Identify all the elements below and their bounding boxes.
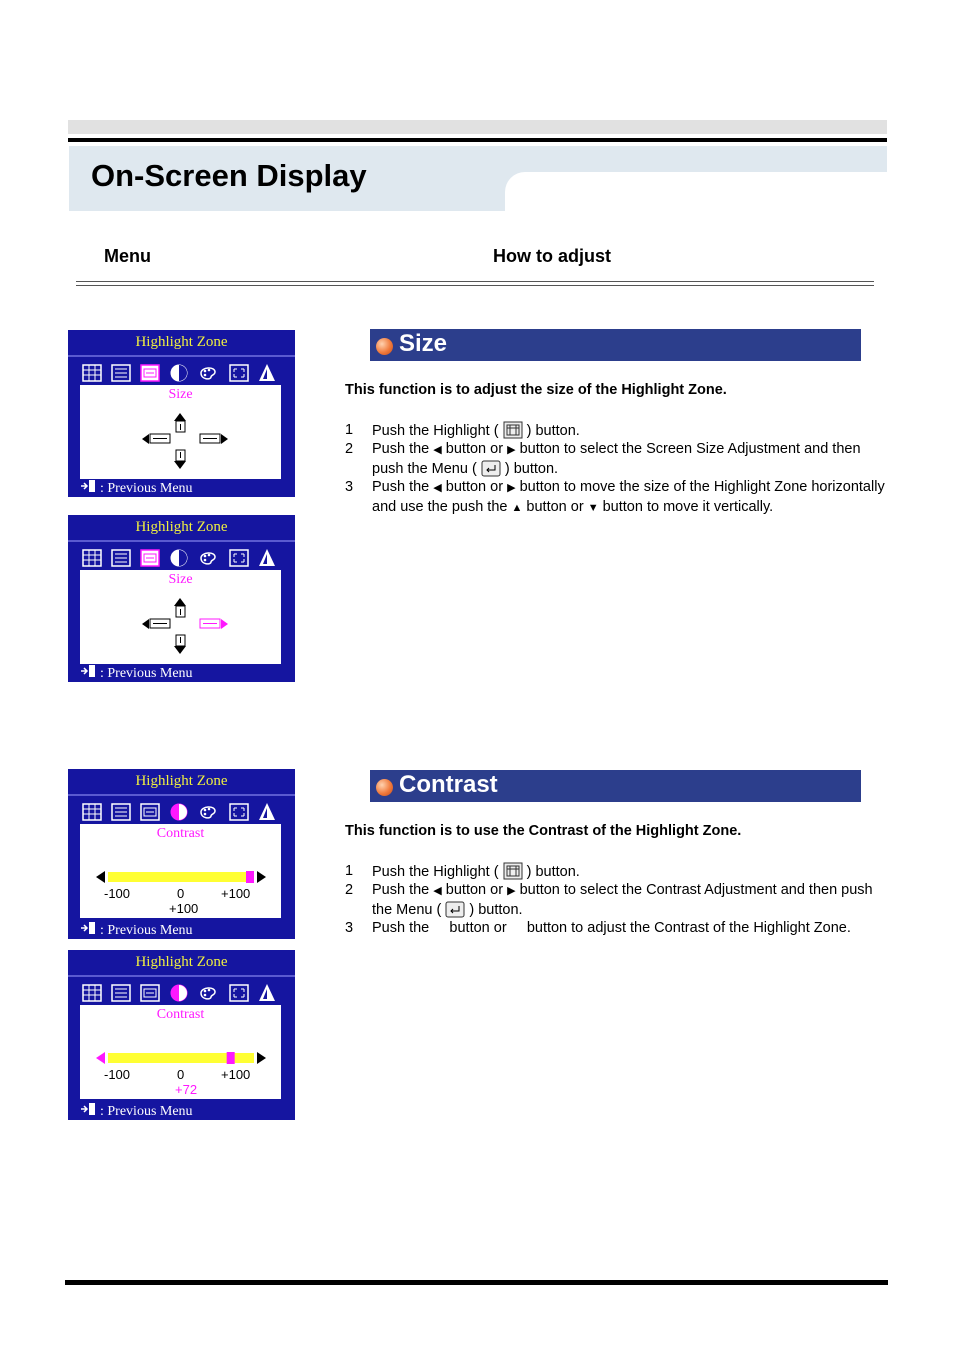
size-arrows (80, 385, 281, 479)
up-arrow (174, 598, 186, 617)
scale-min: -100 (104, 886, 131, 901)
right-triangle-icon: ▶ (507, 482, 516, 494)
size-icon (140, 983, 160, 1003)
osd-icon-row (80, 802, 285, 822)
slider-right-arrow (257, 1052, 266, 1064)
osd-separator (68, 540, 295, 542)
slider-track (108, 872, 254, 882)
up-triangle-icon: ▲ (511, 502, 523, 515)
contrast-slider (96, 1051, 266, 1065)
title-band-right (505, 146, 887, 172)
osd-body (80, 385, 281, 479)
slider-graphic (96, 1051, 266, 1065)
size-icon (140, 802, 160, 822)
size-intro: This function is to adjust the size of the Highlight Zone. (345, 382, 727, 398)
sharpness-icon (257, 983, 277, 1003)
column-rule-bottom (76, 285, 874, 286)
osd-size-panel-1 (68, 330, 295, 497)
sharpness-icon (257, 363, 277, 383)
left-triangle-icon: ◀ (433, 482, 442, 494)
osd-size-panel-2 (68, 515, 295, 682)
down-triangle-icon: ▼ (587, 502, 599, 515)
exit-icon (80, 921, 96, 940)
exit-icon (80, 664, 96, 683)
text-icon (111, 983, 131, 1003)
position-icon (229, 548, 249, 568)
osd-sub-label: Contrast (156, 826, 205, 841)
scale-mid: 0 (177, 886, 185, 901)
text-icon (111, 802, 131, 822)
column-rule-top (76, 281, 874, 282)
page-title: On-Screen Display (91, 158, 367, 193)
contrast-heading: Contrast (399, 771, 498, 798)
sharpness-icon (257, 548, 277, 568)
scale-mid: 0 (177, 1067, 185, 1082)
left-arrow (142, 434, 170, 444)
right-arrow-selected (200, 619, 228, 629)
osd-separator (68, 355, 295, 357)
slider-graphic (96, 870, 266, 884)
osd-separator (68, 975, 295, 977)
size-icon (140, 363, 160, 383)
right-triangle-icon: ▶ (507, 885, 516, 897)
position-icon (229, 363, 249, 383)
title-band-corner-cut (505, 172, 545, 212)
down-arrow (174, 450, 186, 469)
contrast-icon (169, 548, 189, 568)
color-icon (198, 548, 218, 568)
exit-icon (80, 479, 96, 498)
scale-min: -100 (104, 1067, 131, 1082)
contrast-icon (169, 363, 189, 383)
column-header-menu: Menu (104, 246, 151, 266)
osd-body (80, 570, 281, 664)
down-arrow (174, 635, 186, 654)
osd-footer: : Previous Menu (80, 664, 193, 683)
size-arrows (80, 570, 281, 664)
osd-body (80, 824, 281, 918)
osd-title: Highlight Zone (135, 773, 228, 789)
right-arrow (200, 434, 228, 444)
contrast-value: +72 (175, 1082, 198, 1097)
size-icon (140, 548, 160, 568)
image-icon (82, 548, 102, 568)
contrast-section-header (370, 770, 861, 802)
scale-max: +100 (221, 1067, 251, 1082)
slider-left-arrow (96, 1052, 105, 1064)
size-section-header (370, 329, 861, 361)
top-gray-bar (68, 120, 887, 134)
text-icon (111, 363, 131, 383)
image-icon (82, 363, 102, 383)
osd-icon-row (80, 548, 285, 568)
slider-left-arrow (96, 871, 105, 883)
sharpness-icon (257, 802, 277, 822)
scale-max: +100 (221, 886, 251, 901)
contrast-slider (96, 870, 266, 884)
size-heading: Size (399, 330, 448, 357)
osd-sub-label: Contrast (156, 1007, 205, 1022)
position-icon (229, 983, 249, 1003)
osd-body (80, 1005, 281, 1099)
header-rule (68, 138, 887, 142)
right-triangle-icon: ▶ (507, 444, 516, 456)
text-icon (111, 548, 131, 568)
bullet-ball-icon (376, 779, 393, 796)
osd-title: Highlight Zone (135, 334, 228, 350)
image-icon (82, 983, 102, 1003)
left-triangle-icon: ◀ (433, 885, 442, 897)
osd-contrast-panel-1 (68, 769, 295, 939)
contrast-icon (169, 802, 189, 822)
up-arrow (174, 413, 186, 432)
bullet-ball-icon (376, 338, 393, 355)
color-icon (198, 802, 218, 822)
contrast-intro: This function is to use the Contrast of the Highlight Zone. (345, 823, 742, 839)
contrast-value: +100 (169, 901, 199, 916)
osd-sub-label: Size (168, 572, 193, 587)
left-triangle-icon: ◀ (433, 444, 442, 456)
image-icon (82, 802, 102, 822)
color-icon (198, 363, 218, 383)
contrast-icon (169, 983, 189, 1003)
slider-thumb (246, 871, 254, 883)
osd-footer: : Previous Menu (80, 479, 193, 498)
left-arrow (142, 619, 170, 629)
osd-separator (68, 794, 295, 796)
osd-title: Highlight Zone (135, 519, 228, 535)
column-header-how: How to adjust (493, 246, 611, 266)
color-icon (198, 983, 218, 1003)
osd-contrast-panel-2 (68, 950, 295, 1120)
osd-title: Highlight Zone (135, 954, 228, 970)
exit-icon (80, 1102, 96, 1121)
osd-icon-row (80, 983, 285, 1003)
slider-right-arrow (257, 871, 266, 883)
slider-thumb (227, 1052, 235, 1064)
footer-rule (65, 1280, 888, 1285)
osd-footer: : Previous Menu (80, 1102, 193, 1121)
osd-sub-label: Size (168, 387, 193, 402)
position-icon (229, 802, 249, 822)
osd-icon-row (80, 363, 285, 383)
osd-footer: : Previous Menu (80, 921, 193, 940)
